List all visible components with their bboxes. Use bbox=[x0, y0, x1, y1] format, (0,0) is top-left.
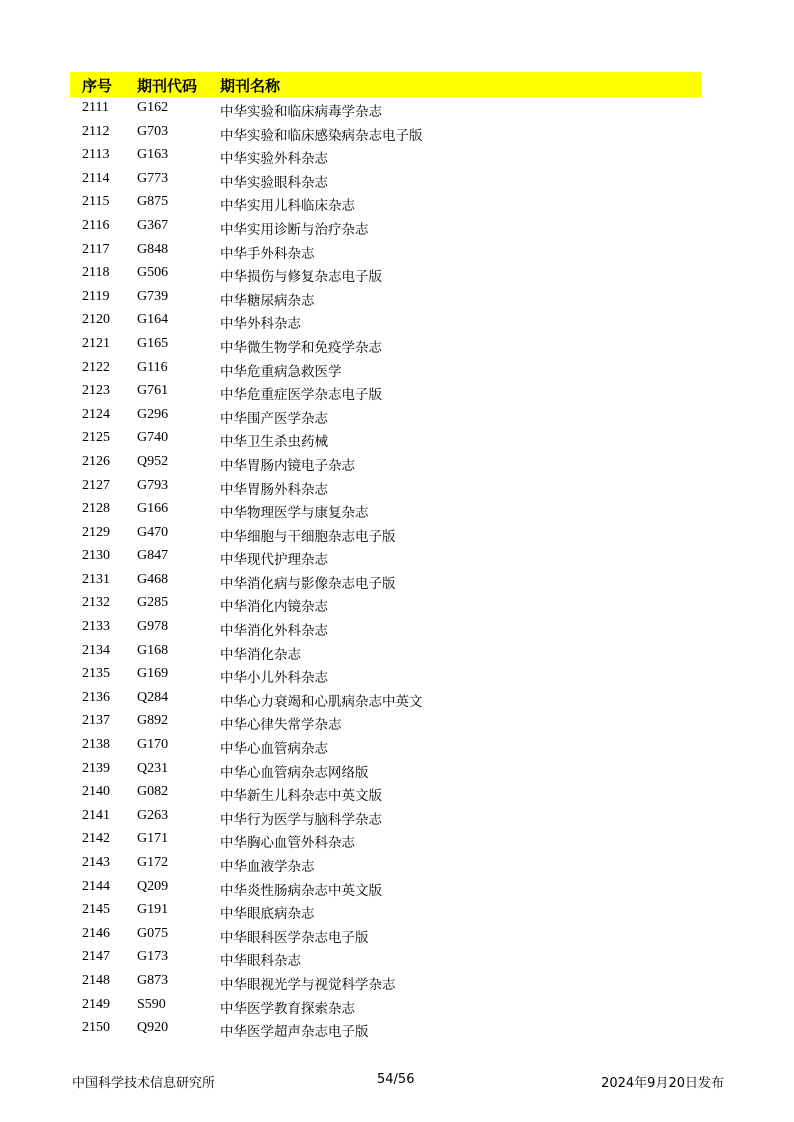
row-name: 中华实用诊断与治疗杂志 bbox=[220, 221, 369, 238]
row-seq: 2129 bbox=[82, 524, 110, 540]
table-row bbox=[70, 97, 701, 121]
row-code: G165 bbox=[137, 335, 169, 351]
row-name: 中华胸心血管外科杂志 bbox=[220, 835, 355, 852]
row-code: G761 bbox=[137, 383, 169, 399]
row-seq: 2137 bbox=[82, 713, 110, 729]
row-name: 中华眼视光学与视觉科学杂志 bbox=[220, 976, 396, 993]
row-seq: 2133 bbox=[82, 619, 110, 635]
row-code: G164 bbox=[137, 312, 169, 328]
table-row bbox=[70, 663, 701, 687]
row-name: 中华危重症医学杂志电子版 bbox=[220, 387, 382, 404]
table-row bbox=[70, 640, 701, 664]
row-seq: 2148 bbox=[82, 972, 110, 988]
row-name: 中华小儿外科杂志 bbox=[220, 670, 328, 687]
row-name: 中华卫生杀虫药械 bbox=[220, 434, 328, 451]
table-row bbox=[70, 781, 701, 805]
row-code: G116 bbox=[137, 359, 168, 375]
row-name: 中华围产医学杂志 bbox=[220, 410, 328, 427]
row-name: 中华医学教育探索杂志 bbox=[220, 1000, 355, 1017]
row-name: 中华消化病与影像杂志电子版 bbox=[220, 575, 396, 592]
row-seq: 2118 bbox=[82, 265, 110, 281]
row-seq: 2117 bbox=[82, 241, 110, 257]
table-row bbox=[70, 239, 701, 263]
table-row bbox=[70, 828, 701, 852]
row-seq: 2111 bbox=[82, 100, 109, 115]
row-code: G470 bbox=[137, 524, 169, 540]
row-seq: 2136 bbox=[82, 689, 110, 705]
header-seq: 序号 bbox=[82, 77, 113, 95]
table-row bbox=[70, 758, 701, 782]
row-name: 中华医学超声杂志电子版 bbox=[220, 1024, 369, 1041]
table-row bbox=[70, 121, 701, 145]
row-name: 中华糖尿病杂志 bbox=[220, 292, 315, 309]
row-seq: 2140 bbox=[82, 784, 110, 800]
row-code: G793 bbox=[137, 477, 169, 493]
row-name: 中华胃肠内镜电子杂志 bbox=[220, 457, 355, 474]
row-code: G703 bbox=[137, 123, 169, 139]
table-header bbox=[70, 72, 701, 97]
row-name: 中华手外科杂志 bbox=[220, 245, 315, 262]
row-seq: 2146 bbox=[82, 925, 110, 941]
row-code: G082 bbox=[137, 784, 169, 800]
table-row bbox=[70, 592, 701, 616]
table-row bbox=[70, 475, 701, 499]
row-seq: 2114 bbox=[82, 170, 110, 186]
row-seq: 2141 bbox=[82, 807, 110, 823]
table-row bbox=[70, 451, 701, 475]
row-seq: 2124 bbox=[82, 406, 110, 422]
row-name: 中华细胞与干细胞杂志电子版 bbox=[220, 528, 396, 545]
row-code: G468 bbox=[137, 571, 169, 587]
row-name: 中华实验和临床感染病杂志电子版 bbox=[220, 127, 423, 144]
journal-table bbox=[70, 72, 701, 1041]
row-name: 中华新生儿科杂志中英文版 bbox=[220, 788, 382, 805]
table-row bbox=[70, 687, 701, 711]
table-row bbox=[70, 522, 701, 546]
row-code: G296 bbox=[137, 406, 169, 422]
row-code: G848 bbox=[137, 241, 169, 257]
row-code: G173 bbox=[137, 949, 169, 965]
table-row bbox=[70, 970, 701, 994]
row-name: 中华胃肠外科杂志 bbox=[220, 481, 328, 498]
header-code: 期刊代码 bbox=[137, 77, 198, 95]
table-row bbox=[70, 946, 701, 970]
row-name: 中华眼科医学杂志电子版 bbox=[220, 929, 369, 946]
row-name: 中华心血管病杂志 bbox=[220, 741, 328, 758]
row-seq: 2134 bbox=[82, 642, 110, 658]
row-name: 中华实验和临床病毒学杂志 bbox=[220, 104, 382, 120]
row-seq: 2115 bbox=[82, 194, 110, 210]
row-name: 中华行为医学与脑科学杂志 bbox=[220, 811, 382, 828]
row-seq: 2121 bbox=[82, 335, 110, 351]
row-code: G740 bbox=[137, 430, 169, 446]
row-seq: 2131 bbox=[82, 571, 110, 587]
row-seq: 2128 bbox=[82, 501, 110, 517]
table-row bbox=[70, 191, 701, 215]
row-seq: 2142 bbox=[82, 831, 110, 847]
table-row bbox=[70, 1017, 701, 1041]
row-seq: 2127 bbox=[82, 477, 110, 493]
row-name: 中华眼科杂志 bbox=[220, 953, 301, 970]
row-name: 中华消化外科杂志 bbox=[220, 623, 328, 640]
row-seq: 2112 bbox=[82, 123, 110, 139]
table-row bbox=[70, 852, 701, 876]
row-name: 中华心力衰竭和心肌病杂志中英文 bbox=[220, 693, 423, 710]
row-code: G847 bbox=[137, 548, 169, 564]
row-seq: 2126 bbox=[82, 453, 110, 469]
row-name: 中华实验外科杂志 bbox=[220, 151, 328, 168]
table-row bbox=[70, 144, 701, 168]
row-code: G170 bbox=[137, 737, 169, 753]
row-code: G169 bbox=[137, 666, 169, 682]
row-code: G739 bbox=[137, 288, 169, 304]
row-name: 中华损伤与修复杂志电子版 bbox=[220, 269, 382, 286]
row-name: 中华血液学杂志 bbox=[220, 859, 315, 875]
row-name: 中华心律失常学杂志 bbox=[220, 717, 342, 734]
row-code: G892 bbox=[137, 713, 169, 729]
row-name: 中华实验眼科杂志 bbox=[220, 174, 328, 191]
row-code: G873 bbox=[137, 972, 169, 988]
row-name: 中华眼底病杂志 bbox=[220, 906, 315, 923]
row-code: G162 bbox=[137, 100, 169, 115]
row-code: G263 bbox=[137, 807, 169, 823]
row-seq: 2130 bbox=[82, 548, 110, 564]
table-row bbox=[70, 923, 701, 947]
table-row bbox=[70, 286, 701, 310]
row-seq: 2139 bbox=[82, 760, 110, 776]
row-name: 中华实用儿科临床杂志 bbox=[220, 198, 355, 215]
row-seq: 2119 bbox=[82, 288, 110, 304]
row-seq: 2123 bbox=[82, 383, 110, 399]
row-name: 中华消化杂志 bbox=[220, 646, 301, 663]
row-code: G166 bbox=[137, 501, 169, 517]
row-seq: 2113 bbox=[82, 147, 110, 163]
table-row bbox=[70, 734, 701, 758]
footer-date: 2024年9月20日发布 bbox=[601, 1076, 724, 1091]
row-seq: 2149 bbox=[82, 996, 110, 1012]
table-row bbox=[70, 262, 701, 286]
row-code: Q920 bbox=[137, 1020, 169, 1036]
row-seq: 2122 bbox=[82, 359, 110, 375]
row-seq: 2138 bbox=[82, 737, 110, 753]
table-body bbox=[70, 97, 701, 1041]
table-row bbox=[70, 545, 701, 569]
table-row bbox=[70, 805, 701, 829]
table-row bbox=[70, 427, 701, 451]
page-footer bbox=[0, 1072, 794, 1092]
table-row bbox=[70, 876, 701, 900]
row-seq: 2144 bbox=[82, 878, 110, 894]
table-row bbox=[70, 215, 701, 239]
row-seq: 2150 bbox=[82, 1020, 110, 1036]
row-code: G075 bbox=[137, 925, 169, 941]
row-name: 中华消化内镜杂志 bbox=[220, 599, 328, 616]
row-seq: 2120 bbox=[82, 312, 110, 328]
row-code: G978 bbox=[137, 619, 169, 635]
row-seq: 2147 bbox=[82, 949, 110, 965]
row-seq: 2143 bbox=[82, 855, 110, 870]
table-row bbox=[70, 498, 701, 522]
row-seq: 2135 bbox=[82, 666, 110, 682]
row-code: G172 bbox=[137, 855, 169, 870]
table-row bbox=[70, 899, 701, 923]
row-code: Q231 bbox=[137, 760, 169, 776]
row-code: G875 bbox=[137, 194, 169, 210]
row-name: 中华心血管病杂志网络版 bbox=[220, 764, 369, 781]
row-code: Q284 bbox=[137, 689, 169, 705]
row-name: 中华危重病急救医学 bbox=[220, 363, 342, 380]
row-code: Q952 bbox=[137, 453, 169, 469]
row-seq: 2116 bbox=[82, 217, 110, 233]
row-code: G168 bbox=[137, 642, 169, 658]
row-seq: 2132 bbox=[82, 595, 110, 611]
row-name: 中华现代护理杂志 bbox=[220, 552, 328, 569]
table-row bbox=[70, 309, 701, 333]
row-code: G285 bbox=[137, 595, 169, 611]
table-row bbox=[70, 357, 701, 381]
table-row bbox=[70, 333, 701, 357]
footer-page-number: 54/56 bbox=[377, 1072, 415, 1087]
row-code: S590 bbox=[137, 996, 166, 1012]
row-seq: 2145 bbox=[82, 902, 110, 918]
row-name: 中华外科杂志 bbox=[220, 316, 301, 333]
footer-org: 中国科学技术信息研究所 bbox=[72, 1076, 216, 1091]
row-code: G171 bbox=[137, 831, 169, 847]
row-code: G773 bbox=[137, 170, 169, 186]
row-code: Q209 bbox=[137, 878, 169, 894]
row-code: G506 bbox=[137, 265, 169, 281]
table-row bbox=[70, 168, 701, 192]
row-name: 中华炎性肠病杂志中英文版 bbox=[220, 882, 382, 899]
row-name: 中华物理医学与康复杂志 bbox=[220, 505, 369, 522]
row-code: G163 bbox=[137, 147, 169, 163]
table-row bbox=[70, 710, 701, 734]
table-row bbox=[70, 994, 701, 1018]
table-row bbox=[70, 616, 701, 640]
row-code: G191 bbox=[137, 902, 169, 918]
table-row bbox=[70, 404, 701, 428]
header-name: 期刊名称 bbox=[220, 77, 281, 95]
table-row bbox=[70, 380, 701, 404]
row-code: G367 bbox=[137, 217, 169, 233]
row-name: 中华微生物学和免疫学杂志 bbox=[220, 339, 382, 356]
row-seq: 2125 bbox=[82, 430, 110, 446]
table-row bbox=[70, 569, 701, 593]
